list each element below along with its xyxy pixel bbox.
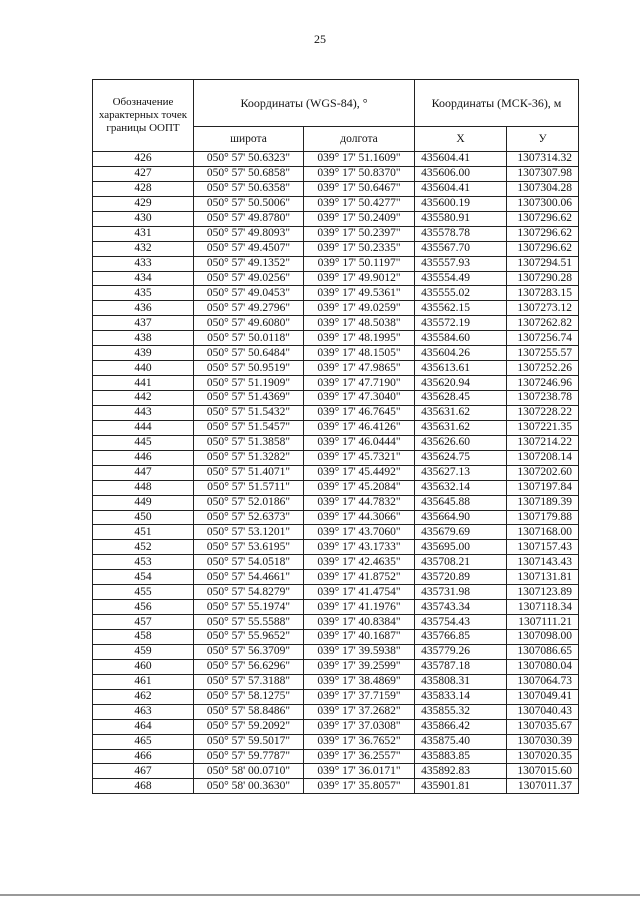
latitude-cell: 050° 57' 51.3858"	[194, 435, 304, 450]
y-cell: 1307098.00	[507, 630, 579, 645]
table-row	[93, 764, 579, 779]
longitude-cell: 039° 17' 43.1733"	[304, 540, 415, 555]
latitude-cell: 050° 57' 49.0453"	[194, 286, 304, 301]
point-id-cell: 451	[93, 525, 194, 540]
table-row	[93, 256, 579, 271]
x-cell: 435754.43	[415, 615, 507, 630]
x-cell: 435679.69	[415, 525, 507, 540]
y-cell: 1307246.96	[507, 376, 579, 391]
point-id-cell: 427	[93, 166, 194, 181]
header-y: У	[507, 127, 579, 152]
latitude-cell: 050° 57' 52.6373"	[194, 510, 304, 525]
table-row	[93, 779, 579, 794]
longitude-cell: 039° 17' 50.1197"	[304, 256, 415, 271]
table-row	[93, 644, 579, 659]
x-cell: 435875.40	[415, 734, 507, 749]
y-cell: 1307314.32	[507, 152, 579, 167]
y-cell: 1307049.41	[507, 689, 579, 704]
latitude-cell: 050° 57' 51.5432"	[194, 405, 304, 420]
latitude-cell: 050° 57' 50.6358"	[194, 181, 304, 196]
table-row	[93, 659, 579, 674]
point-id-cell: 443	[93, 405, 194, 420]
y-cell: 1307296.62	[507, 211, 579, 226]
point-id-cell: 453	[93, 555, 194, 570]
latitude-cell: 050° 57' 51.5711"	[194, 480, 304, 495]
latitude-cell: 050° 57' 56.3709"	[194, 644, 304, 659]
latitude-cell: 050° 57' 59.7787"	[194, 749, 304, 764]
y-cell: 1307202.60	[507, 465, 579, 480]
header-x: X	[415, 127, 507, 152]
point-id-cell: 466	[93, 749, 194, 764]
table-row	[93, 615, 579, 630]
longitude-cell: 039° 17' 49.0259"	[304, 301, 415, 316]
point-id-cell: 428	[93, 181, 194, 196]
header-longitude: долгота	[304, 127, 415, 152]
x-cell: 435606.00	[415, 166, 507, 181]
latitude-cell: 050° 57' 49.2796"	[194, 301, 304, 316]
x-cell: 435901.81	[415, 779, 507, 794]
latitude-cell: 050° 57' 49.1352"	[194, 256, 304, 271]
latitude-cell: 050° 57' 49.8780"	[194, 211, 304, 226]
x-cell: 435787.18	[415, 659, 507, 674]
latitude-cell: 050° 57' 51.3282"	[194, 450, 304, 465]
y-cell: 1307168.00	[507, 525, 579, 540]
x-cell: 435664.90	[415, 510, 507, 525]
longitude-cell: 039° 17' 46.7645"	[304, 405, 415, 420]
longitude-cell: 039° 17' 46.4126"	[304, 420, 415, 435]
y-cell: 1307228.22	[507, 405, 579, 420]
table-body	[93, 152, 579, 794]
point-id-cell: 432	[93, 241, 194, 256]
table-row	[93, 361, 579, 376]
point-id-cell: 454	[93, 570, 194, 585]
latitude-cell: 050° 57' 56.6296"	[194, 659, 304, 674]
table-row	[93, 600, 579, 615]
point-id-cell: 458	[93, 630, 194, 645]
y-cell: 1307118.34	[507, 600, 579, 615]
longitude-cell: 039° 17' 37.0308"	[304, 719, 415, 734]
point-id-cell: 431	[93, 226, 194, 241]
y-cell: 1307015.60	[507, 764, 579, 779]
latitude-cell: 050° 57' 50.6484"	[194, 346, 304, 361]
latitude-cell: 050° 57' 52.0186"	[194, 495, 304, 510]
longitude-cell: 039° 17' 50.4277"	[304, 196, 415, 211]
point-id-cell: 436	[93, 301, 194, 316]
longitude-cell: 039° 17' 42.4635"	[304, 555, 415, 570]
longitude-cell: 039° 17' 50.6467"	[304, 181, 415, 196]
point-id-cell: 434	[93, 271, 194, 286]
longitude-cell: 039° 17' 38.4869"	[304, 674, 415, 689]
x-cell: 435624.75	[415, 450, 507, 465]
point-id-cell: 429	[93, 196, 194, 211]
longitude-cell: 039° 17' 35.8057"	[304, 779, 415, 794]
longitude-cell: 039° 17' 50.2335"	[304, 241, 415, 256]
table-row	[93, 704, 579, 719]
point-id-cell: 442	[93, 391, 194, 406]
y-cell: 1307252.26	[507, 361, 579, 376]
x-cell: 435604.41	[415, 152, 507, 167]
table-row	[93, 555, 579, 570]
longitude-cell: 039° 17' 45.7321"	[304, 450, 415, 465]
x-cell: 435567.70	[415, 241, 507, 256]
point-id-cell: 464	[93, 719, 194, 734]
y-cell: 1307080.04	[507, 659, 579, 674]
table-row	[93, 570, 579, 585]
point-id-cell: 437	[93, 316, 194, 331]
longitude-cell: 039° 17' 43.7060"	[304, 525, 415, 540]
latitude-cell: 050° 57' 54.0518"	[194, 555, 304, 570]
latitude-cell: 050° 58' 00.0710"	[194, 764, 304, 779]
point-id-cell: 459	[93, 644, 194, 659]
table-row	[93, 734, 579, 749]
x-cell: 435627.13	[415, 465, 507, 480]
point-id-cell: 441	[93, 376, 194, 391]
y-cell: 1307208.14	[507, 450, 579, 465]
table-row	[93, 331, 579, 346]
x-cell: 435600.19	[415, 196, 507, 211]
x-cell: 435580.91	[415, 211, 507, 226]
latitude-cell: 050° 57' 50.9519"	[194, 361, 304, 376]
longitude-cell: 039° 17' 47.3040"	[304, 391, 415, 406]
x-cell: 435613.61	[415, 361, 507, 376]
table-row	[93, 510, 579, 525]
point-id-cell: 461	[93, 674, 194, 689]
longitude-cell: 039° 17' 37.7159"	[304, 689, 415, 704]
x-cell: 435808.31	[415, 674, 507, 689]
x-cell: 435572.19	[415, 316, 507, 331]
longitude-cell: 039° 17' 51.1609"	[304, 152, 415, 167]
longitude-cell: 039° 17' 50.2409"	[304, 211, 415, 226]
latitude-cell: 050° 57' 54.8279"	[194, 585, 304, 600]
latitude-cell: 050° 57' 50.5006"	[194, 196, 304, 211]
longitude-cell: 039° 17' 47.7190"	[304, 376, 415, 391]
table-row	[93, 391, 579, 406]
latitude-cell: 050° 57' 58.8486"	[194, 704, 304, 719]
table-row	[93, 585, 579, 600]
longitude-cell: 039° 17' 41.8752"	[304, 570, 415, 585]
longitude-cell: 039° 17' 36.0171"	[304, 764, 415, 779]
longitude-cell: 039° 17' 39.5938"	[304, 644, 415, 659]
y-cell: 1307179.88	[507, 510, 579, 525]
point-id-cell: 457	[93, 615, 194, 630]
header-latitude: широта	[194, 127, 304, 152]
table-row	[93, 301, 579, 316]
table-row	[93, 376, 579, 391]
x-cell: 435866.42	[415, 719, 507, 734]
page-bottom-rule	[0, 894, 640, 896]
y-cell: 1307294.51	[507, 256, 579, 271]
point-id-cell: 433	[93, 256, 194, 271]
table-row	[93, 271, 579, 286]
y-cell: 1307262.82	[507, 316, 579, 331]
latitude-cell: 050° 57' 53.6195"	[194, 540, 304, 555]
table-row	[93, 166, 579, 181]
latitude-cell: 050° 57' 59.5017"	[194, 734, 304, 749]
table-row	[93, 689, 579, 704]
longitude-cell: 039° 17' 44.3066"	[304, 510, 415, 525]
x-cell: 435554.49	[415, 271, 507, 286]
longitude-cell: 039° 17' 48.1505"	[304, 346, 415, 361]
x-cell: 435555.02	[415, 286, 507, 301]
table-row	[93, 226, 579, 241]
y-cell: 1307296.62	[507, 241, 579, 256]
latitude-cell: 050° 57' 57.3188"	[194, 674, 304, 689]
table-row	[93, 630, 579, 645]
y-cell: 1307256.74	[507, 331, 579, 346]
x-cell: 435626.60	[415, 435, 507, 450]
header-msk36: Координаты (МСК-36), м	[415, 80, 579, 127]
latitude-cell: 050° 57' 49.4507"	[194, 241, 304, 256]
longitude-cell: 039° 17' 36.7652"	[304, 734, 415, 749]
latitude-cell: 050° 57' 50.0118"	[194, 331, 304, 346]
y-cell: 1307157.43	[507, 540, 579, 555]
x-cell: 435708.21	[415, 555, 507, 570]
x-cell: 435779.26	[415, 644, 507, 659]
latitude-cell: 050° 57' 49.6080"	[194, 316, 304, 331]
point-id-cell: 456	[93, 600, 194, 615]
x-cell: 435892.83	[415, 764, 507, 779]
x-cell: 435562.15	[415, 301, 507, 316]
longitude-cell: 039° 17' 48.1995"	[304, 331, 415, 346]
y-cell: 1307030.39	[507, 734, 579, 749]
header-point-label: Обозначение характерных точек границы ООПТ	[93, 80, 194, 152]
point-id-cell: 439	[93, 346, 194, 361]
longitude-cell: 039° 17' 44.7832"	[304, 495, 415, 510]
y-cell: 1307307.98	[507, 166, 579, 181]
table-row	[93, 241, 579, 256]
x-cell: 435578.78	[415, 226, 507, 241]
y-cell: 1307300.06	[507, 196, 579, 211]
header-wgs84: Координаты (WGS-84), °	[194, 80, 415, 127]
point-id-cell: 468	[93, 779, 194, 794]
point-id-cell: 465	[93, 734, 194, 749]
longitude-cell: 039° 17' 40.1687"	[304, 630, 415, 645]
y-cell: 1307035.67	[507, 719, 579, 734]
y-cell: 1307273.12	[507, 301, 579, 316]
y-cell: 1307214.22	[507, 435, 579, 450]
x-cell: 435743.34	[415, 600, 507, 615]
x-cell: 435604.26	[415, 346, 507, 361]
x-cell: 435883.85	[415, 749, 507, 764]
latitude-cell: 050° 57' 51.4369"	[194, 391, 304, 406]
y-cell: 1307221.35	[507, 420, 579, 435]
table-row	[93, 435, 579, 450]
table-row	[93, 749, 579, 764]
latitude-cell: 050° 57' 51.5457"	[194, 420, 304, 435]
table-row	[93, 674, 579, 689]
y-cell: 1307304.28	[507, 181, 579, 196]
x-cell: 435695.00	[415, 540, 507, 555]
page-number: 25	[314, 32, 326, 46]
table-row	[93, 465, 579, 480]
longitude-cell: 039° 17' 47.9865"	[304, 361, 415, 376]
table-row	[93, 540, 579, 555]
point-id-cell: 450	[93, 510, 194, 525]
latitude-cell: 050° 57' 49.8093"	[194, 226, 304, 241]
table-row	[93, 196, 579, 211]
table-row	[93, 405, 579, 420]
x-cell: 435620.94	[415, 376, 507, 391]
point-id-cell: 446	[93, 450, 194, 465]
x-cell: 435628.45	[415, 391, 507, 406]
x-cell: 435833.14	[415, 689, 507, 704]
point-id-cell: 447	[93, 465, 194, 480]
longitude-cell: 039° 17' 45.4492"	[304, 465, 415, 480]
table-row	[93, 450, 579, 465]
x-cell: 435645.88	[415, 495, 507, 510]
point-id-cell: 452	[93, 540, 194, 555]
table-row	[93, 480, 579, 495]
x-cell: 435720.89	[415, 570, 507, 585]
longitude-cell: 039° 17' 46.0444"	[304, 435, 415, 450]
point-id-cell: 438	[93, 331, 194, 346]
y-cell: 1307131.81	[507, 570, 579, 585]
point-id-cell: 467	[93, 764, 194, 779]
latitude-cell: 050° 57' 49.0256"	[194, 271, 304, 286]
y-cell: 1307238.78	[507, 391, 579, 406]
y-cell: 1307123.89	[507, 585, 579, 600]
y-cell: 1307064.73	[507, 674, 579, 689]
latitude-cell: 050° 57' 53.1201"	[194, 525, 304, 540]
longitude-cell: 039° 17' 41.1976"	[304, 600, 415, 615]
point-id-cell: 445	[93, 435, 194, 450]
table-row	[93, 152, 579, 167]
point-id-cell: 448	[93, 480, 194, 495]
y-cell: 1307086.65	[507, 644, 579, 659]
y-cell: 1307189.39	[507, 495, 579, 510]
longitude-cell: 039° 17' 40.8384"	[304, 615, 415, 630]
y-cell: 1307011.37	[507, 779, 579, 794]
longitude-cell: 039° 17' 48.5038"	[304, 316, 415, 331]
table-row	[93, 346, 579, 361]
y-cell: 1307255.57	[507, 346, 579, 361]
longitude-cell: 039° 17' 50.8370"	[304, 166, 415, 181]
longitude-cell: 039° 17' 36.2557"	[304, 749, 415, 764]
latitude-cell: 050° 57' 51.4071"	[194, 465, 304, 480]
point-id-cell: 435	[93, 286, 194, 301]
table-row	[93, 211, 579, 226]
table-row	[93, 181, 579, 196]
point-id-cell: 440	[93, 361, 194, 376]
x-cell: 435632.14	[415, 480, 507, 495]
latitude-cell: 050° 57' 59.2092"	[194, 719, 304, 734]
point-id-cell: 426	[93, 152, 194, 167]
longitude-cell: 039° 17' 41.4754"	[304, 585, 415, 600]
x-cell: 435631.62	[415, 420, 507, 435]
point-id-cell: 455	[93, 585, 194, 600]
latitude-cell: 050° 57' 58.1275"	[194, 689, 304, 704]
longitude-cell: 039° 17' 50.2397"	[304, 226, 415, 241]
latitude-cell: 050° 57' 50.6858"	[194, 166, 304, 181]
x-cell: 435731.98	[415, 585, 507, 600]
y-cell: 1307290.28	[507, 271, 579, 286]
x-cell: 435604.41	[415, 181, 507, 196]
longitude-cell: 039° 17' 49.5361"	[304, 286, 415, 301]
table-row	[93, 420, 579, 435]
y-cell: 1307143.43	[507, 555, 579, 570]
y-cell: 1307197.84	[507, 480, 579, 495]
y-cell: 1307296.62	[507, 226, 579, 241]
latitude-cell: 050° 57' 55.9652"	[194, 630, 304, 645]
y-cell: 1307283.15	[507, 286, 579, 301]
latitude-cell: 050° 57' 51.1909"	[194, 376, 304, 391]
table-row	[93, 495, 579, 510]
point-id-cell: 463	[93, 704, 194, 719]
latitude-cell: 050° 57' 50.6323"	[194, 152, 304, 167]
longitude-cell: 039° 17' 37.2682"	[304, 704, 415, 719]
coordinates-table	[92, 79, 579, 794]
y-cell: 1307040.43	[507, 704, 579, 719]
latitude-cell: 050° 57' 55.5588"	[194, 615, 304, 630]
table-row	[93, 286, 579, 301]
x-cell: 435584.60	[415, 331, 507, 346]
latitude-cell: 050° 57' 55.1974"	[194, 600, 304, 615]
x-cell: 435631.62	[415, 405, 507, 420]
table-row	[93, 719, 579, 734]
longitude-cell: 039° 17' 39.2599"	[304, 659, 415, 674]
x-cell: 435557.93	[415, 256, 507, 271]
y-cell: 1307111.21	[507, 615, 579, 630]
point-id-cell: 462	[93, 689, 194, 704]
y-cell: 1307020.35	[507, 749, 579, 764]
latitude-cell: 050° 58' 00.3630"	[194, 779, 304, 794]
x-cell: 435766.85	[415, 630, 507, 645]
x-cell: 435855.32	[415, 704, 507, 719]
point-id-cell: 449	[93, 495, 194, 510]
point-id-cell: 430	[93, 211, 194, 226]
longitude-cell: 039° 17' 45.2084"	[304, 480, 415, 495]
latitude-cell: 050° 57' 54.4661"	[194, 570, 304, 585]
point-id-cell: 444	[93, 420, 194, 435]
table-row	[93, 525, 579, 540]
longitude-cell: 039° 17' 49.9012"	[304, 271, 415, 286]
table-row	[93, 316, 579, 331]
point-id-cell: 460	[93, 659, 194, 674]
